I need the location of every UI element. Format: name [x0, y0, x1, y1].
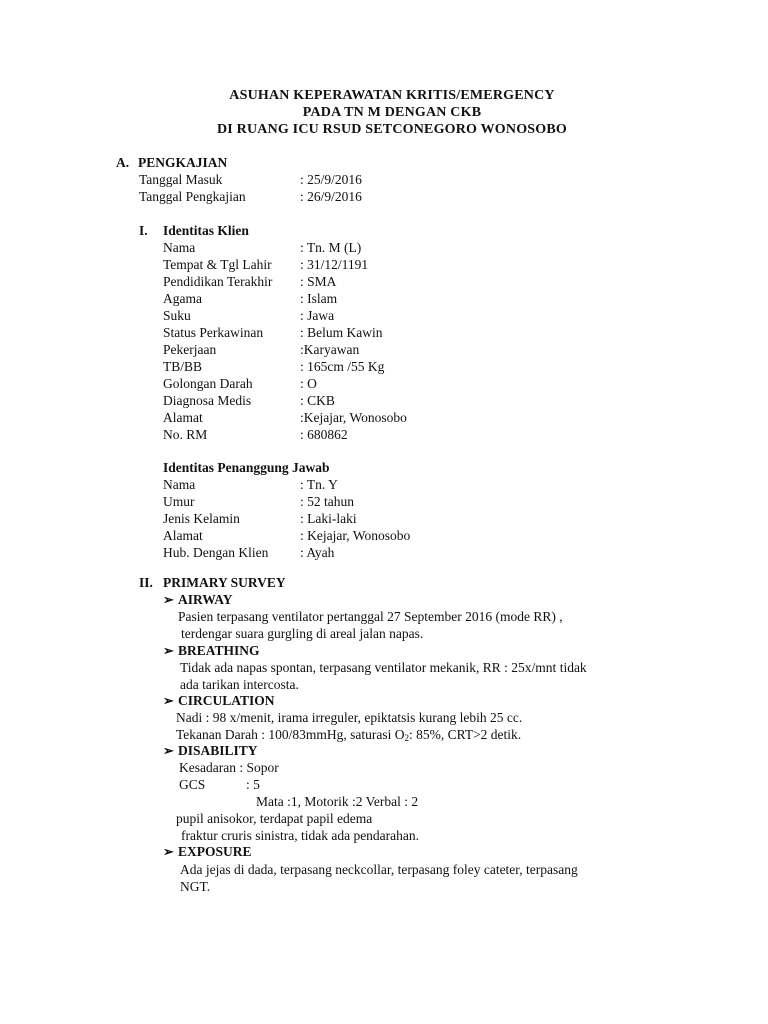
subsection-title: BREATHING [178, 643, 260, 658]
gcs-value: : 5 [246, 777, 260, 792]
section-title: PRIMARY SURVEY [163, 575, 286, 590]
disability-kesadaran: Kesadaran : Sopor [179, 760, 279, 775]
circulation-text-line1: Nadi : 98 x/menit, irama irreguler, epiktatsis kurang lebih 25 cc. [176, 710, 523, 725]
field-label: Suku [163, 308, 191, 323]
field-value: : Islam [300, 291, 338, 306]
field-row [163, 426, 348, 443]
field-value: : 680862 [300, 427, 348, 442]
subsection-title: DISABILITY [178, 743, 258, 758]
field-value: : Laki-laki [300, 511, 357, 526]
field-label: Tanggal Pengkajian [139, 189, 246, 204]
field-value: :Karyawan [300, 342, 360, 357]
field-label: Alamat [163, 410, 203, 425]
field-label: Nama [163, 477, 196, 492]
field-value: : 31/12/1191 [300, 257, 369, 272]
field-row [163, 409, 407, 426]
doc-title-line3: DI RUANG ICU RSUD SETCONEGORO WONOSOBO [216, 122, 567, 137]
field-row [163, 273, 336, 290]
field-row [163, 290, 337, 307]
disability-fraktur: fraktur cruris sinistra, tidak ada pendarahan. [181, 828, 420, 843]
subsection-circulation-heading [163, 692, 275, 709]
field-label: Jenis Kelamin [163, 511, 240, 526]
field-value: : Belum Kawin [300, 325, 383, 340]
field-value: : CKB [300, 393, 335, 408]
breathing-text-line1: Tidak ada napas spontan, terpasang ventilator mekanik, RR : 25x/mnt tidak [180, 660, 587, 675]
arrow-bullet-icon: ➢ [163, 844, 174, 859]
field-label: Golongan Darah [163, 376, 253, 391]
airway-text-line1: Pasien terpasang ventilator pertanggal 27 September 2016 (mode RR) , [178, 609, 563, 624]
field-label: Tanggal Masuk [139, 172, 223, 187]
section-penanggung-jawab-heading: Identitas Penanggung Jawab [163, 460, 330, 475]
field-row [163, 341, 359, 358]
field-row [139, 171, 362, 188]
circulation-text-part2: : 85%, CRT>2 detik. [409, 727, 522, 742]
airway-text-line2: terdengar suara gurgling di areal jalan napas. [181, 626, 424, 641]
field-value: : O [300, 376, 317, 391]
exposure-text-line2: NGT. [180, 879, 211, 894]
exposure-text-line1: Ada jejas di dada, terpasang neckcollar, terpasang foley cateter, terpasang [180, 862, 578, 877]
section-pengkajian-heading [116, 154, 227, 171]
field-value: : SMA [300, 274, 337, 289]
section-number: II. [139, 575, 153, 590]
field-row [163, 324, 383, 341]
field-value: : Tn. M (L) [300, 240, 362, 255]
field-row [163, 527, 410, 544]
field-row [163, 256, 368, 273]
field-label: Diagnosa Medis [163, 393, 252, 408]
oxygen-subscript: 2 [404, 733, 409, 743]
field-value: : Jawa [300, 308, 335, 323]
arrow-bullet-icon: ➢ [163, 693, 174, 708]
field-value: : Ayah [300, 545, 335, 560]
field-row [163, 493, 354, 510]
field-row [163, 476, 338, 493]
field-label: Umur [163, 494, 195, 509]
subsection-disability-heading [163, 742, 258, 759]
section-title: PENGKAJIAN [138, 155, 228, 170]
gcs-label: GCS [179, 777, 206, 792]
field-label: Pendidikan Terakhir [163, 274, 273, 289]
field-value: : 165cm /55 Kg [300, 359, 385, 374]
field-label: Tempat & Tgl Lahir [163, 257, 272, 272]
arrow-bullet-icon: ➢ [163, 592, 174, 607]
field-row [163, 544, 334, 561]
field-row [139, 188, 362, 205]
subsection-airway-heading [163, 591, 233, 608]
circulation-text-part1: Tekanan Darah : 100/83mmHg, saturasi O [176, 727, 405, 742]
field-label: Agama [163, 291, 202, 306]
field-label: TB/BB [163, 359, 203, 374]
section-identitas-klien-heading [139, 222, 249, 239]
disability-pupil: pupil anisokor, terdapat papil edema [176, 811, 373, 826]
section-number: I. [139, 223, 148, 238]
field-value: : Kejajar, Wonosobo [300, 528, 411, 543]
field-row [163, 392, 335, 409]
field-label: Pekerjaan [163, 342, 217, 357]
field-value: : 52 tahun [300, 494, 354, 509]
field-row [163, 358, 384, 375]
field-value: : Tn. Y [300, 477, 338, 492]
field-label: Alamat [163, 528, 203, 543]
field-label: No. RM [163, 427, 208, 442]
section-letter: A. [116, 155, 130, 170]
field-row [163, 239, 361, 256]
arrow-bullet-icon: ➢ [163, 643, 174, 658]
subsection-breathing-heading [163, 642, 260, 659]
subsection-title: CIRCULATION [178, 693, 275, 708]
field-value: :Kejajar, Wonosobo [300, 410, 407, 425]
doc-title-line2: PADA TN M DENGAN CKB [302, 105, 482, 120]
field-row [163, 375, 317, 392]
subsection-exposure-heading [163, 843, 252, 860]
field-row [163, 510, 357, 527]
subsection-title: AIRWAY [178, 592, 233, 607]
breathing-text-line2: ada tarikan intercosta. [180, 677, 299, 692]
field-label: Nama [163, 240, 196, 255]
section-primary-survey-heading [139, 574, 286, 591]
disability-gcs-row [179, 776, 260, 793]
field-label: Status Perkawinan [163, 325, 264, 340]
field-label: Hub. Dengan Klien [163, 545, 269, 560]
field-row [163, 307, 334, 324]
section-title: Identitas Klien [163, 223, 249, 238]
field-value: : 26/9/2016 [300, 189, 362, 204]
arrow-bullet-icon: ➢ [163, 743, 174, 758]
doc-title-line1: ASUHAN KEPERAWATAN KRITIS/EMERGENCY [229, 88, 555, 103]
subsection-title: EXPOSURE [178, 844, 252, 859]
field-value: : 25/9/2016 [300, 172, 362, 187]
disability-gcs-detail: Mata :1, Motorik :2 Verbal : 2 [256, 794, 419, 809]
